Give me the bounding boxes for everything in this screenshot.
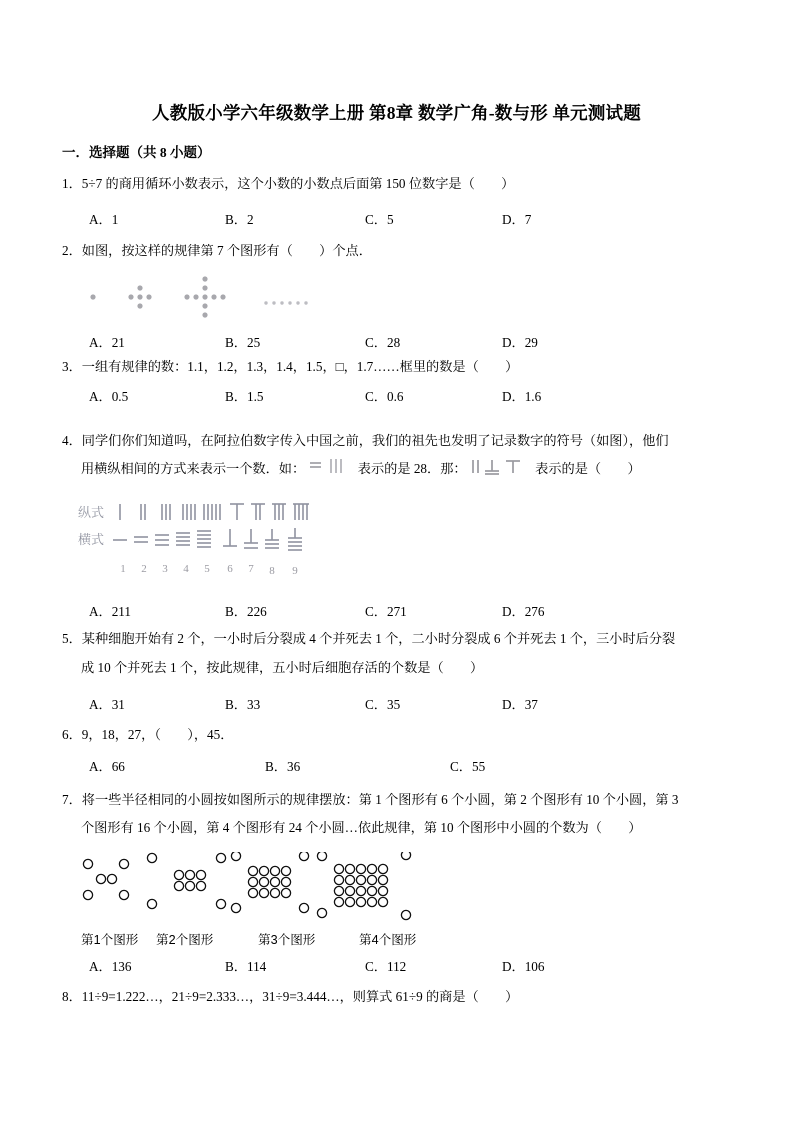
question-5-line2	[62, 657, 734, 678]
svg-text:1: 1	[120, 563, 126, 575]
rod-glyph-28-icon	[308, 456, 354, 482]
page-title: 人教版小学六年级数学上册 第8章 数学广角-数与形 单元测试题	[152, 103, 641, 123]
question-7-line2	[62, 817, 734, 838]
option-4-d[interactable]: D．276	[502, 604, 545, 619]
svg-text:2: 2	[141, 563, 147, 575]
option-2-d[interactable]: D．29	[502, 335, 538, 350]
option-2-b[interactable]: B．25	[225, 335, 261, 350]
option-7-b[interactable]: B．114	[225, 959, 267, 974]
section-heading-multiple-choice: 一．选择题（共 8 小题）	[62, 145, 211, 160]
option-7-c[interactable]: C．112	[365, 959, 407, 974]
option-4-a[interactable]: A．211	[89, 604, 132, 619]
question-4-text-part1: 用横纵相间的方式来表示一个数．如：	[81, 461, 306, 477]
question-7	[62, 789, 734, 810]
option-6-b[interactable]: B．36	[265, 759, 301, 774]
option-5-d[interactable]: D．37	[502, 697, 538, 712]
option-1-b[interactable]: B．2	[225, 212, 254, 227]
svg-text:3: 3	[162, 563, 168, 575]
question-5-text-line1: 5．某种细胞开始有 2 个，一小时后分裂成 4 个并死去 1 个，二小时分裂成 6 个并死去 1 个，三小时后分裂	[62, 631, 676, 646]
counting-rod-table-figure	[78, 496, 334, 584]
question-2-options	[62, 332, 734, 352]
circle-pattern-figure	[76, 852, 466, 932]
option-7-a[interactable]: A．136	[89, 959, 132, 974]
figure-label-4: 第4个图形	[359, 933, 417, 947]
option-5-a[interactable]: A．31	[89, 697, 125, 712]
svg-text:8: 8	[269, 565, 275, 577]
question-7-text-line2: 个图形有 16 个小圆，第 4 个图形有 24 个小圆…依此规律，第 10 个图形中小圆的个数为（ ）	[81, 820, 642, 835]
option-3-d[interactable]: D．1.6	[502, 389, 542, 404]
question-2	[62, 240, 734, 261]
question-1	[62, 173, 734, 194]
rod-glyph-276-icon	[470, 456, 532, 482]
option-6-c[interactable]: C．55	[450, 759, 486, 774]
question-6	[62, 724, 734, 745]
option-3-b[interactable]: B．1.5	[225, 389, 264, 404]
question-8-text: 8．11÷9=1.222…，21÷9=2.333…，31÷9=3.444…，则算式 61÷9 的商是（ ）	[62, 989, 519, 1004]
option-4-b[interactable]: B．226	[225, 604, 267, 619]
question-5	[62, 628, 734, 649]
question-4-text-part2: 表示的是 28．那：	[357, 461, 467, 477]
option-7-d[interactable]: D．106	[502, 959, 545, 974]
question-6-options	[62, 756, 734, 776]
question-4-text-line2	[62, 457, 734, 483]
question-2-text: 2．如图，按这样的规律第 7 个图形有（ ）个点．	[62, 243, 372, 258]
option-5-b[interactable]: B．33	[225, 697, 261, 712]
option-1-c[interactable]: C．5	[365, 212, 394, 227]
question-3-text: 3．一组有规律的数：1.1，1.2，1.3，1.4，1.5，□，1.7……框里的数是（ ）	[62, 359, 519, 374]
figure-label-3: 第3个图形	[258, 933, 316, 947]
option-1-a[interactable]: A．1	[89, 212, 119, 227]
question-3	[62, 356, 734, 377]
option-3-a[interactable]: A．0.5	[89, 389, 129, 404]
svg-text:横式: 横式	[78, 532, 105, 547]
svg-text:4: 4	[183, 563, 189, 575]
question-4-options	[62, 601, 734, 621]
question-4-text-part3: 表示的是（ ）	[535, 461, 641, 477]
svg-text:6: 6	[227, 563, 233, 575]
question-1-text: 1．5÷7 的商用循环小数表示，这个小数的小数点后面第 150 位数字是（ ）	[62, 176, 515, 191]
dot-cross-pattern-figure	[85, 272, 385, 322]
svg-text:9: 9	[292, 565, 298, 577]
option-1-d[interactable]: D．7	[502, 212, 532, 227]
question-4-line2	[62, 457, 734, 483]
circle-pattern-labels	[76, 929, 476, 947]
question-5-options	[62, 694, 734, 714]
question-4	[62, 430, 734, 451]
option-2-c[interactable]: C．28	[365, 335, 401, 350]
question-1-options	[62, 209, 734, 229]
option-6-a[interactable]: A．66	[89, 759, 125, 774]
svg-text:纵式: 纵式	[78, 505, 105, 520]
question-5-text-line2: 成 10 个并死去 1 个，按此规律，五小时后细胞存活的个数是（ ）	[81, 660, 484, 675]
figure-label-2: 第2个图形	[156, 933, 214, 947]
svg-text:5: 5	[204, 563, 210, 575]
option-4-c[interactable]: C．271	[365, 604, 407, 619]
svg-text:7: 7	[248, 563, 254, 575]
question-4-text-line1: 4．同学们你们知道吗，在阿拉伯数字传入中国之前，我们的祖先也发明了记录数字的符号（如图），他们	[62, 433, 669, 448]
question-7-options	[62, 956, 734, 976]
option-2-a[interactable]: A．21	[89, 335, 125, 350]
question-8	[62, 986, 734, 1007]
option-5-c[interactable]: C．35	[365, 697, 401, 712]
question-3-options	[62, 386, 734, 406]
option-3-c[interactable]: C．0.6	[365, 389, 404, 404]
question-6-text: 6．9，18，27，（ ），45．	[62, 727, 234, 742]
figure-label-1: 第1个图形	[81, 933, 139, 947]
question-7-text-line1: 7．将一些半径相同的小圆按如图所示的规律摆放：第 1 个图形有 6 个小圆，第 2 个图形有 10 个小圆，第 3	[62, 792, 679, 807]
